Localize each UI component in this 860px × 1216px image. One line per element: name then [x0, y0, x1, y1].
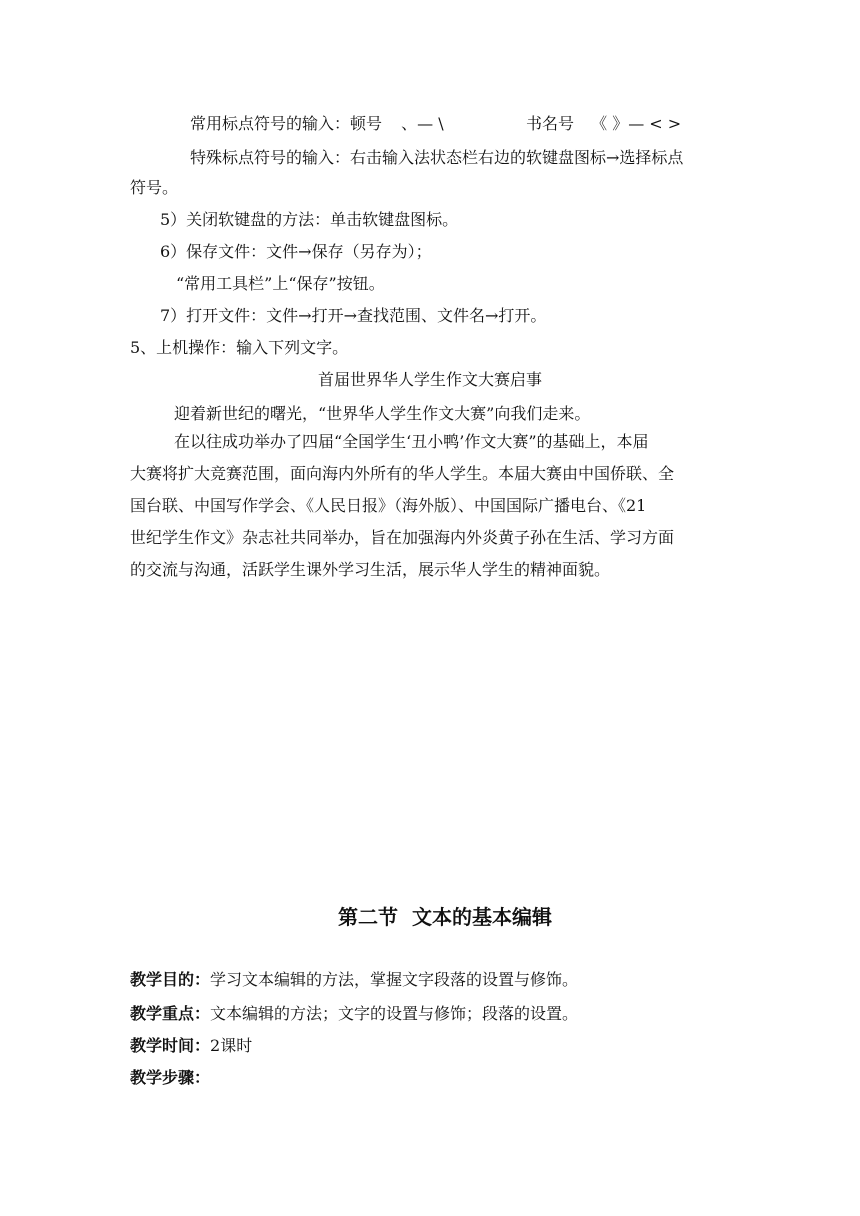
special-punctuation-line: 特殊标点符号的输入：右击输入法状态栏右边的软键盘图标→选择标点: [190, 148, 684, 167]
notice-intro: 迎着新世纪的曙光，“世界华人学生作文大赛”向我们走来。: [174, 404, 591, 423]
teaching-time-text: 2课时: [210, 1036, 253, 1055]
notice-body-line: 在以往成功举办了四届“全国学生‘丑小鸭’作文大赛”的基础上，本届: [174, 432, 649, 451]
save-file-step: 6）保存文件：文件→保存（另存为）；: [160, 242, 432, 261]
teaching-steps: [130, 1068, 210, 1088]
teaching-goal-label: 教学目的：: [130, 970, 211, 989]
notice-body-line: 大赛将扩大竞赛范围，面向海内外所有的华人学生。本届大赛由中国侨联、全: [130, 464, 675, 483]
notice-title: 首届世界华人学生作文大赛启事: [317, 370, 542, 389]
teaching-time-label: 教学时间：: [130, 1036, 211, 1055]
close-keyboard-step: 5）关闭软键盘的方法：单击软键盘图标。: [160, 210, 459, 229]
teaching-steps-label: 教学步骤：: [130, 1068, 211, 1087]
dunhao-keys: 、— \: [401, 114, 444, 133]
save-button-note: “常用工具栏”上“保存”按钮。: [176, 274, 385, 293]
notice-body-line: 国台联、中国写作学会、《人民日报》（海外版）、中国国际广播电台、《21: [130, 496, 647, 515]
teaching-goal-text: 学习文本编辑的方法，掌握文字段落的设置与修饰。: [210, 970, 579, 989]
book-title-mark-keys: 《 》— < >: [591, 114, 682, 133]
section-title: 第二节 文本的基本编辑: [338, 905, 552, 929]
notice-body-line: 的交流与沟通，活跃学生课外学习生活，展示华人学生的精神面貌。: [130, 560, 611, 579]
common-punctuation-line: [190, 114, 444, 134]
teaching-focus-text: 文本编辑的方法；文字的设置与修饰；段落的设置。: [210, 1004, 579, 1023]
teaching-time: [130, 1036, 252, 1056]
common-punctuation-label: 常用标点符号的输入：顿号: [190, 114, 383, 133]
book-title-mark-label: 书名号: [526, 114, 575, 133]
teaching-focus: [130, 1004, 578, 1024]
book-title-mark-line: [526, 114, 681, 134]
practice-heading: 5、上机操作：输入下列文字。: [130, 338, 349, 357]
special-punctuation-cont: 符号。: [130, 178, 179, 197]
notice-body-line: 世纪学生作文》杂志社共同举办，旨在加强海内外炎黄子孙在生活、学习方面: [130, 528, 675, 547]
teaching-focus-label: 教学重点：: [130, 1004, 211, 1023]
teaching-goal: [130, 970, 578, 990]
open-file-step: 7）打开文件：文件→打开→查找范围、文件名→打开。: [160, 306, 547, 325]
